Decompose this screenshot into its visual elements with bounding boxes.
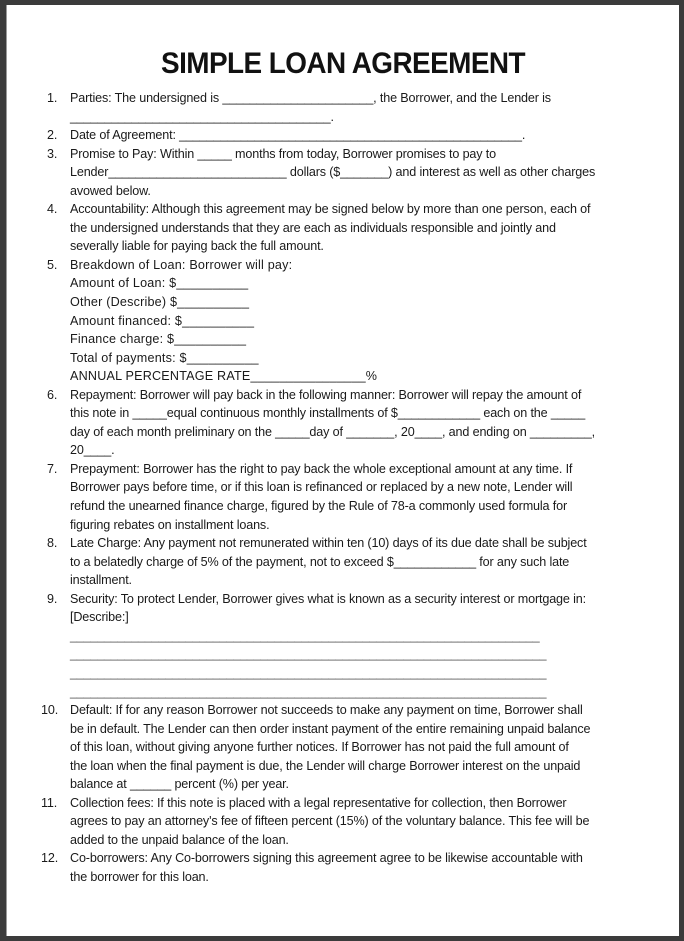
clause-text-line: avowed below. <box>70 183 151 198</box>
breakdown-finance-charge: Finance charge: $__________ <box>70 332 247 347</box>
clause-number: 6. <box>47 387 58 402</box>
clause-text-line: added to the unpaid balance of the loan. <box>70 832 289 847</box>
clause-date-of-agreement <box>37 126 667 145</box>
document-body <box>37 89 667 887</box>
clause-text-line: the loan when the final payment is due, the Lender will charge Borrower interest on the unpaid <box>70 758 581 773</box>
clause-text-line: Borrower pays before time, or if this loan is refinanced or replaced by a new note, Lender will <box>70 480 573 495</box>
clause-accountability <box>37 200 667 256</box>
clause-number: 5. <box>47 257 58 272</box>
clause-text-line: Default: If for any reason Borrower not succeeds to make any payment on time, Borrower shall <box>70 703 583 718</box>
clause-text-line: of this loan, without giving anyone further notices. If Borrower has not paid the full amount of <box>70 740 569 755</box>
clause-late-charge <box>37 534 667 590</box>
clause-text-line: refund the unearned finance charge, figured by the Rule of 78-a commonly used formula for <box>70 499 567 514</box>
clause-text-line: the borrower for this loan. <box>70 869 209 884</box>
clause-text-line: balance at ______ percent (%) per year. <box>70 777 289 792</box>
breakdown-amount-of-loan: Amount of Loan: $__________ <box>70 276 249 291</box>
clause-text-line: agrees to pay an attorney's fee of fifteen percent (15%) of the voluntary balance. This fee will be <box>70 814 590 829</box>
clause-text-line: the undersigned understands that they are each as individuals responsible and jointly and <box>70 220 556 235</box>
clause-list <box>37 89 667 887</box>
clause-number: 3. <box>47 146 58 161</box>
clause-text-line: Date of Agreement: __________________________________________________. <box>70 128 526 143</box>
clause-text-line: ______________________________________. <box>70 109 334 124</box>
clause-co-borrowers <box>37 849 667 886</box>
breakdown-total-of-payments: Total of payments: $__________ <box>70 350 259 365</box>
clause-security <box>37 590 667 701</box>
clause-parties <box>37 89 667 126</box>
clause-text-line: Repayment: Borrower will pay back in the following manner: Borrower will repay the amount of <box>70 387 582 402</box>
clause-number: 2. <box>47 128 58 143</box>
clause-text-line: Co-borrowers: Any Co-borrowers signing this agreement agree to be likewise accountable with <box>70 851 583 866</box>
clause-text-line: Late Charge: Any payment not remunerated within ten (10) days of its due date shall be subject <box>70 536 587 551</box>
clause-number: 9. <box>47 591 58 606</box>
clause-text-line: to a belatedly charge of 5% of the payment, not to exceed $____________ for any such late <box>70 554 570 569</box>
clause-prepayment <box>37 460 667 534</box>
clause-text-line: Promise to Pay: Within _____ months from today, Borrower promises to pay to <box>70 146 496 161</box>
clause-number: 12. <box>41 851 59 866</box>
document-title: SIMPLE LOAN AGREEMENT <box>161 47 525 80</box>
clause-text-line: Security: To protect Lender, Borrower gives what is known as a security interest or mortgage in: <box>70 591 586 606</box>
clause-text-line: Lender__________________________ dollars ($_______) and interest as well as other charges <box>70 165 596 180</box>
clause-number: 1. <box>47 91 58 105</box>
clause-text-line: be in default. The Lender can then order instant payment of the entire remaining unpaid balance <box>70 721 591 736</box>
clause-number: 8. <box>47 536 58 551</box>
security-description-blank: ______________________________________________________________________ <box>70 684 547 699</box>
security-description-blank: ______________________________________________________________________ <box>70 647 547 662</box>
clause-text-line: Breakdown of Loan: Borrower will pay: <box>70 257 293 272</box>
clause-text-line: Collection fees: If this note is placed with a legal representative for collection, then Borrower <box>70 795 567 810</box>
clause-text-line: Prepayment: Borrower has the right to pay back the whole exceptional amount at any time. If <box>70 461 573 476</box>
clause-text-line: 20____. <box>70 443 115 458</box>
clause-text-line: installment. <box>70 573 132 588</box>
clause-text-line: severally liable for paying back the full amount. <box>70 239 324 254</box>
clause-number: 11. <box>41 795 58 810</box>
security-description-blank: _____________________________________________________________________ <box>70 628 540 643</box>
clause-number: 4. <box>47 202 58 217</box>
breakdown-annual-percentage-rate: ANNUAL PERCENTAGE RATE________________% <box>70 369 378 384</box>
clause-collection-fees <box>37 794 667 850</box>
breakdown-amount-financed: Amount financed: $__________ <box>70 313 255 328</box>
security-description-blank: ______________________________________________________________________ <box>70 665 547 680</box>
document-page <box>6 5 679 936</box>
clause-default <box>37 701 667 794</box>
breakdown-other: Other (Describe) $__________ <box>70 295 250 310</box>
clause-text-line: [Describe:] <box>70 610 129 625</box>
clause-breakdown-of-loan <box>37 256 667 386</box>
clause-text-line: day of each month preliminary on the _____day of _______, 20____, and ending on _________, <box>70 424 595 439</box>
clause-text-line: Parties: The undersigned is ______________________, the Borrower, and the Lender is <box>70 91 551 105</box>
clause-number: 7. <box>47 461 58 476</box>
clause-text-line: this note in _____equal continuous monthly installments of $____________ each on the _____ <box>70 406 586 421</box>
clause-promise-to-pay <box>37 145 667 201</box>
clause-text-line: Accountability: Although this agreement may be signed below by more than one person, each of <box>70 202 591 217</box>
clause-number: 10. <box>41 703 59 718</box>
clause-text-line: figuring rebates on installment loans. <box>70 517 270 532</box>
clause-repayment <box>37 386 667 460</box>
